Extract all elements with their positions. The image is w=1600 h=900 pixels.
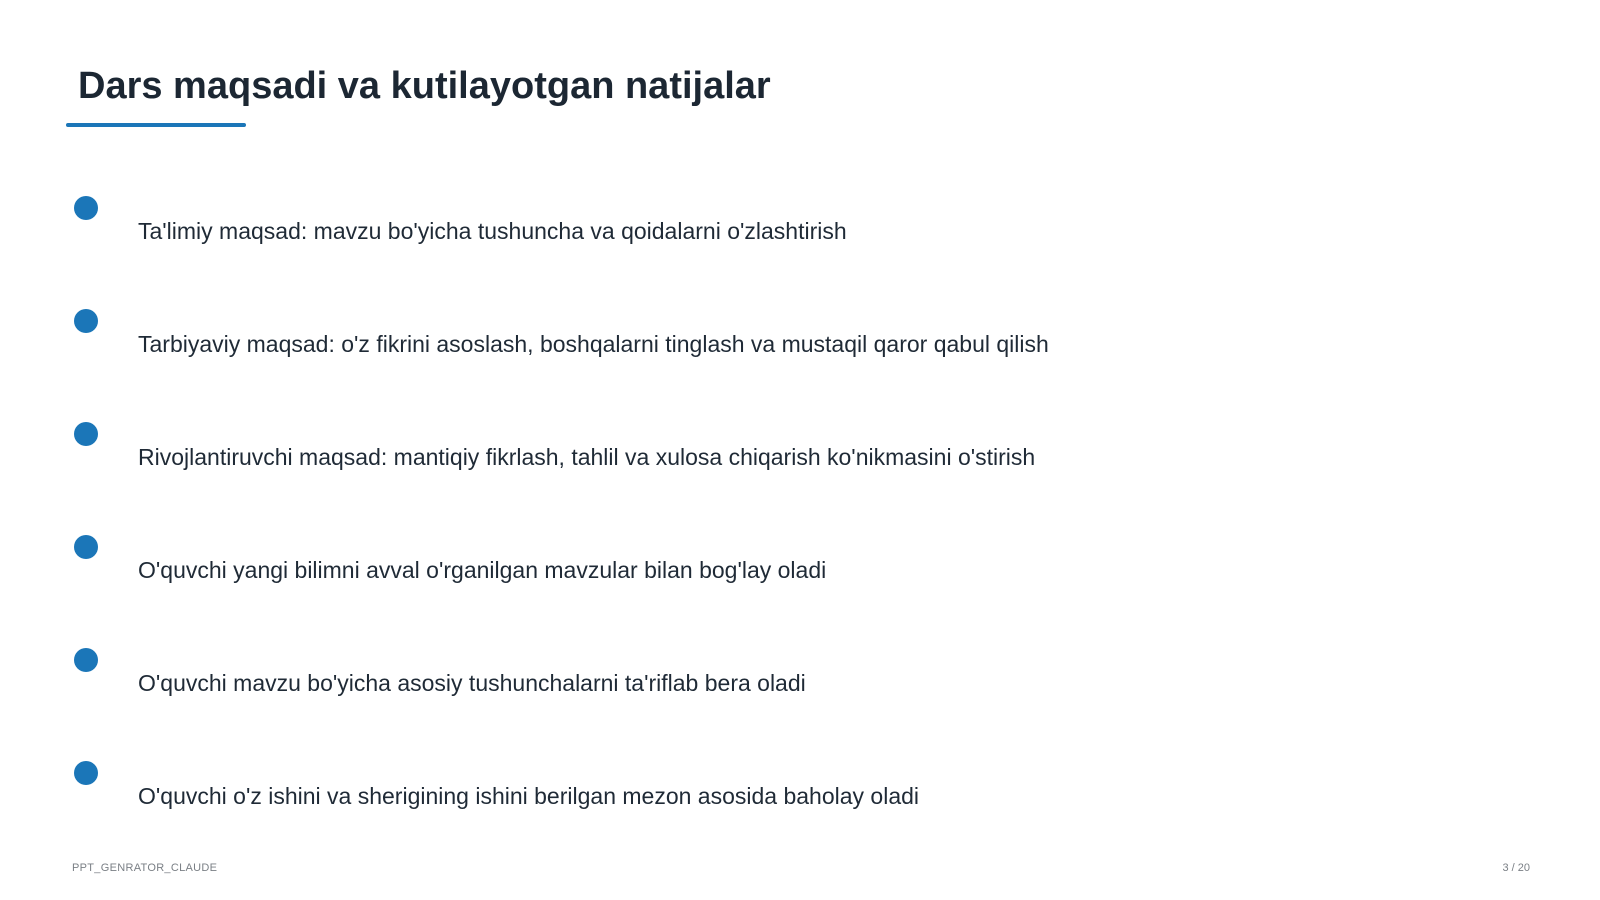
objective-text: O'quvchi mavzu bo'yicha asosiy tushunchalarni ta'riflab bera oladi <box>138 670 806 696</box>
objective-text: Tarbiyaviy maqsad: o'z fikrini asoslash, boshqalarni tinglash va mustaqil qaror qabul qilish <box>138 331 1049 357</box>
slide-title: Dars maqsadi va kutilayotgan natijalar <box>78 65 771 107</box>
objective-item <box>0 648 1200 708</box>
bullet-dot-icon <box>74 761 98 785</box>
bullet-dot-icon <box>74 535 98 559</box>
title-underline <box>66 123 246 127</box>
page-number: 3 / 20 <box>1502 862 1530 874</box>
objective-text: Rivojlantiruvchi maqsad: mantiqiy fikrlash, tahlil va xulosa chiqarish ko'nikmasini o'stirish <box>138 444 1036 470</box>
objective-text: Ta'limiy maqsad: mavzu bo'yicha tushuncha va qoidalarni o'zlashtirish <box>138 218 847 244</box>
objective-item <box>0 309 1200 369</box>
bullet-dot-icon <box>74 196 98 220</box>
objective-item <box>0 761 1200 821</box>
objective-item <box>0 196 1200 256</box>
footer-label: PPT_GENRATOR_CLAUDE <box>72 862 218 874</box>
bullet-dot-icon <box>74 422 98 446</box>
objective-item <box>0 422 1200 482</box>
objective-text: O'quvchi yangi bilimni avval o'rganilgan mavzular bilan bog'lay oladi <box>138 557 827 583</box>
objective-text: O'quvchi o'z ishini va sherigining ishini berilgan mezon asosida baholay oladi <box>138 783 920 809</box>
bullet-dot-icon <box>74 648 98 672</box>
objective-item <box>0 535 1200 595</box>
bullet-dot-icon <box>74 309 98 333</box>
